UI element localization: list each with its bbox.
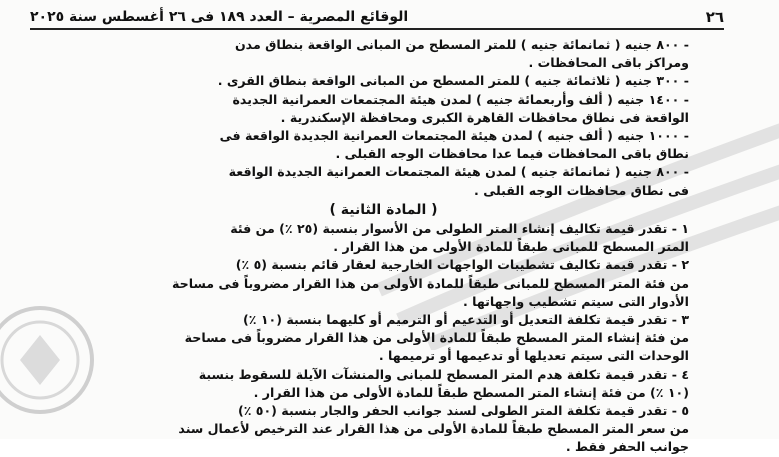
text-line: ٥ - تقدر قيمة تكلفة المتر الطولى لسند جوانب الحفر والجار بنسبة (٥٠ ٪): [237, 403, 689, 419]
text-line: فى نطاق محافظات الوجه القبلى .: [474, 182, 689, 198]
text-line: من سعر المتر المسطح طبقاً للمادة الأولى من هذا القرار عند الترخيص لأعمال سند: [178, 421, 689, 437]
text-line: جوانب الحفر فقط .: [565, 439, 689, 455]
page-body: [78, 36, 689, 455]
text-line: نطاق باقى المحافظات فيما عدا محافظات الوجه القبلى .: [335, 146, 689, 162]
page-number: ٢٦: [705, 8, 724, 26]
text-line: - ٨٠٠ جنيه ( ثمانمائة جنيه ) للمتر المسطح من المبانى الواقعة بنطاق مدن: [234, 37, 689, 52]
text-line: (١٠ ٪) من فئة إنشاء المتر المسطح طبقاً للمادة الأولى من هذا القرار .: [253, 384, 689, 400]
text-line: الوحدات التى سيتم تعديلها أو تدعيمها أو ترميمها .: [378, 348, 689, 364]
text-line: الأدوار التى سيتم تشطيب واجهاتها .: [462, 293, 689, 309]
text-line: من فئة المتر المسطح للمبانى طبقاً للمادة الأولى من هذا القرار مضروباً فى مساحة: [172, 275, 689, 291]
text-line: - ١٤٠٠ جنيه ( ألف وأربعمائة جنيه ) لمدن هيئة المجتمعات العمرانية الجديدة: [232, 91, 689, 107]
text-line: ومراكز باقى المحافظات .: [528, 55, 689, 71]
text-line: ٢ - تقدر قيمة تكاليف تشطيبات الواجهات الخارجية لعقار قائم بنسبة (٥ ٪): [235, 257, 689, 273]
page-header: [30, 6, 724, 30]
text-line: ٣ - تقدر قيمة تكلفة التعديل أو التدعيم أو الترميم أو كليهما بنسبة (١٠ ٪): [243, 312, 689, 328]
article-heading: ( المادة الثانية ): [329, 201, 438, 218]
text-line: - ٨٠٠ جنيه ( ثمانمائة جنيه ) لمدن هيئة المجتمعات العمرانية الجديدة الواقعة: [228, 164, 689, 180]
text-line: - ١٠٠٠ جنيه ( ألف جنيه ) لمدن هيئة المجتمعات العمرانية الجديدة الواقعة فى: [219, 128, 689, 144]
text-line: الواقعة فى نطاق محافظات القاهرة الكبرى ومحافظة الإسكندرية .: [280, 109, 689, 125]
text-line: من فئة إنشاء المتر المسطح طبقاً للمادة الأولى من هذا القرار مضروباً فى مساحة: [184, 330, 689, 346]
text-line: ١ - تقدر قيمة تكاليف إنشاء المتر الطولى من الأسوار بنسبة (٢٥ ٪) من فئة: [230, 221, 689, 237]
text-line: ٤ - تقدر قيمة تكلفة هدم المتر المسطح للمبانى والمنشآت الآيلة للسقوط بنسبة: [198, 366, 689, 382]
gazette-title: الوقائع المصرية – العدد ١٨٩ فى ٢٦ أغسطس سنة ٢٠٢٥: [30, 9, 409, 25]
text-line: - ٣٠٠ جنيه ( ثلاثمائة جنيه ) للمتر المسطح من المبانى الواقعة بنطاق القرى .: [217, 73, 689, 89]
text-line: المتر المسطح للمبانى طبقاً للمادة الأولى من هذا القرار .: [333, 239, 689, 255]
